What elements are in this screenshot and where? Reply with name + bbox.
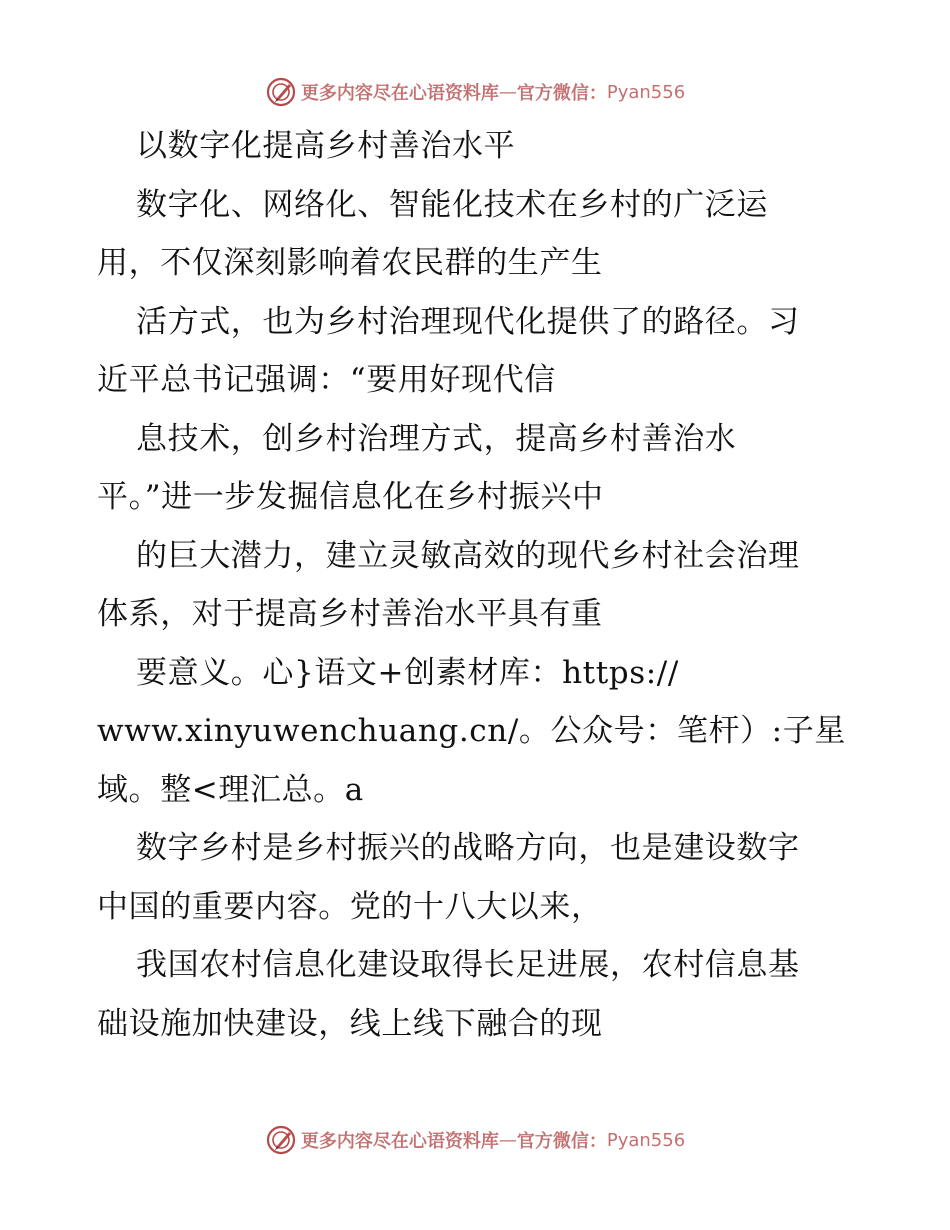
banner-separator: — bbox=[498, 1129, 517, 1151]
text-line: www.xinyuwenchuang.cn/。公众号：笔杆）:子星 bbox=[97, 713, 846, 749]
banner-wechat-id: Pyan556 bbox=[606, 81, 686, 103]
text-line: 域。整<理汇总。a bbox=[97, 771, 364, 808]
text-line: 的巨大潜力，建立灵敏高效的现代乡村社会治理 bbox=[136, 537, 800, 574]
banner-wechat-id: Pyan556 bbox=[606, 1129, 686, 1151]
document-title: 以数字化提高乡村善治水平 bbox=[136, 128, 516, 164]
text-line: 平。”进一步发掘信息化在乡村振兴中 bbox=[97, 479, 604, 515]
text-line: 活方式，也为乡村治理现代化提供了的路径。习 bbox=[136, 303, 800, 340]
header-banner bbox=[0, 72, 950, 112]
banner-wechat-label: 官方微信： bbox=[516, 1131, 607, 1152]
footer-banner bbox=[0, 1120, 950, 1160]
text-line: 用，不仅深刻影响着农民群的生产生 bbox=[97, 245, 603, 281]
banner-wechat-label: 官方微信： bbox=[516, 83, 607, 104]
text-line: 息技术，创乡村治理方式，提高乡村善治水 bbox=[136, 420, 737, 457]
pen-logo-icon bbox=[265, 1124, 297, 1156]
text-line: 中国的重要内容。党的十八大以来， bbox=[97, 888, 603, 925]
text-line: 近平总书记强调：“要用好现代信 bbox=[97, 362, 556, 398]
text-line: 我国农村信息化建设取得长足进展，农村信息基 bbox=[136, 947, 800, 983]
text-line: 数字乡村是乡村振兴的战略方向，也是建设数字 bbox=[136, 830, 800, 866]
text-line: 要意义。心}语文+创素材库：https:// bbox=[136, 654, 679, 691]
text-line: 数字化、网络化、智能化技术在乡村的广泛运 bbox=[136, 186, 768, 223]
pen-logo-icon bbox=[265, 76, 297, 108]
banner-separator: — bbox=[498, 81, 517, 103]
banner-title: 更多内容尽在心语资料库 bbox=[300, 83, 499, 104]
text-line: 础设施加快建设，线上线下融合的现 bbox=[97, 1005, 603, 1042]
banner-title: 更多内容尽在心语资料库 bbox=[300, 1131, 499, 1152]
document-body bbox=[97, 117, 857, 1053]
text-line: 体系，对于提高乡村善治水平具有重 bbox=[97, 596, 603, 632]
